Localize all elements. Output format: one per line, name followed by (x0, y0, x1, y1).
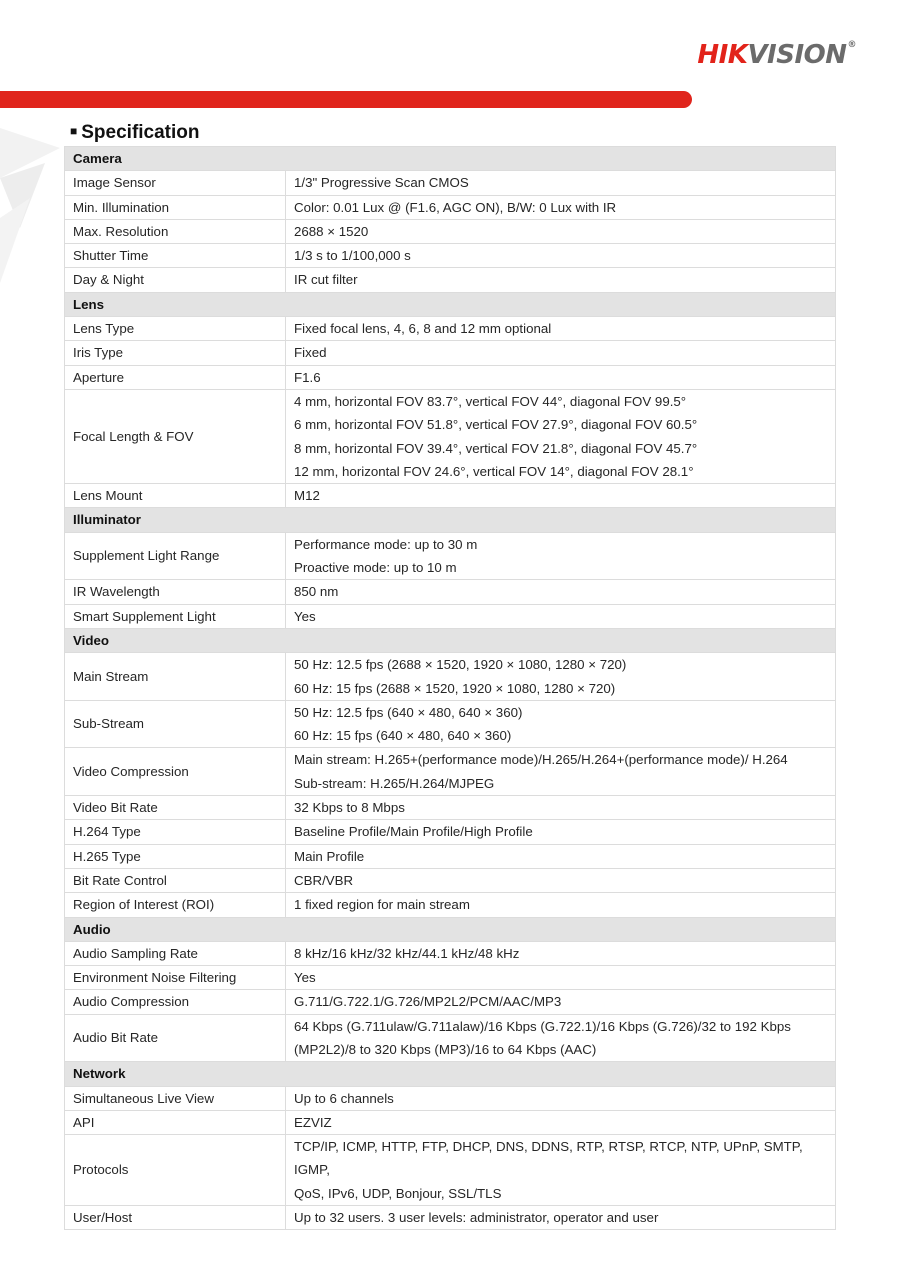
spec-label: API (65, 1110, 286, 1134)
table-row (65, 389, 836, 483)
spec-label: Lens Type (65, 317, 286, 341)
spec-label: Supplement Light Range (65, 532, 286, 580)
table-row (65, 990, 836, 1014)
spec-value (286, 341, 836, 365)
header-red-bar (0, 91, 692, 108)
spec-label: Max. Resolution (65, 219, 286, 243)
spec-label: IR Wavelength (65, 580, 286, 604)
spec-value (286, 868, 836, 892)
spec-value-line: QoS, IPv6, UDP, Bonjour, SSL/TLS (294, 1185, 502, 1201)
spec-value-line: Performance mode: up to 30 m (294, 536, 478, 552)
spec-label: Video Compression (65, 748, 286, 796)
logo-hik: HIK (697, 40, 748, 70)
table-row (65, 820, 836, 844)
spec-value-line: G.711/G.722.1/G.726/MP2L2/PCM/AAC/MP3 (294, 994, 562, 1010)
spec-value (286, 389, 836, 483)
table-row (65, 653, 836, 701)
table-row (65, 484, 836, 508)
spec-value-line: 60 Hz: 15 fps (2688 × 1520, 1920 × 1080, 1280 × 720) (294, 680, 616, 696)
spec-value-line: M12 (294, 488, 320, 504)
spec-value (286, 893, 836, 917)
spec-value-line: 50 Hz: 12.5 fps (2688 × 1520, 1920 × 1080, 1280 × 720) (294, 657, 627, 673)
table-row (65, 941, 836, 965)
spec-label: Region of Interest (ROI) (65, 893, 286, 917)
spec-value (286, 580, 836, 604)
spec-value-line: 32 Kbps to 8 Mbps (294, 800, 405, 816)
spec-value-line: 50 Hz: 12.5 fps (640 × 480, 640 × 360) (294, 704, 523, 720)
spec-value-line: 8 mm, horizontal FOV 39.4°, vertical FOV 21.8°, diagonal FOV 45.7° (294, 440, 698, 456)
table-row (65, 365, 836, 389)
spec-value-line: Main stream: H.265+(performance mode)/H.265/H.264+(performance mode)/ H.264 (294, 752, 788, 768)
section-header: Video (65, 628, 836, 652)
spec-value (286, 941, 836, 965)
page-title-text: Specification (81, 122, 200, 143)
spec-value-line: EZVIZ (294, 1114, 332, 1130)
spec-value (286, 1014, 836, 1062)
spec-value (286, 268, 836, 292)
spec-value (286, 700, 836, 748)
logo-vision: VISION (747, 40, 847, 70)
spec-value-line: 850 nm (294, 584, 339, 600)
table-row (65, 1110, 836, 1134)
page-title (70, 122, 200, 144)
spec-value-line: 6 mm, horizontal FOV 51.8°, vertical FOV 27.9°, diagonal FOV 60.5° (294, 417, 698, 433)
table-row (65, 796, 836, 820)
spec-value-line: Baseline Profile/Main Profile/High Profile (294, 824, 533, 840)
spec-label: Audio Sampling Rate (65, 941, 286, 965)
spec-value (286, 990, 836, 1014)
spec-value-line: Color: 0.01 Lux @ (F1.6, AGC ON), B/W: 0 Lux with IR (294, 199, 617, 215)
table-row (65, 244, 836, 268)
spec-value-line: Up to 6 channels (294, 1090, 394, 1106)
spec-value-line: IR cut filter (294, 272, 358, 288)
spec-value-line: Yes (294, 970, 316, 986)
table-row (65, 868, 836, 892)
spec-value-line: 1/3" Progressive Scan CMOS (294, 175, 469, 191)
spec-value (286, 532, 836, 580)
table-row (65, 604, 836, 628)
spec-value-line: (MP2L2)/8 to 320 Kbps (MP3)/16 to 64 Kbps (AAC) (294, 1041, 597, 1057)
spec-label: Video Bit Rate (65, 796, 286, 820)
table-row (65, 268, 836, 292)
spec-value (286, 219, 836, 243)
section-header-row (65, 292, 836, 316)
spec-value-line: Fixed focal lens, 4, 6, 8 and 12 mm optional (294, 321, 552, 337)
watermark-graphic (0, 108, 70, 288)
specification-table-body (65, 147, 836, 1230)
spec-value-line: 64 Kbps (G.711ulaw/G.711alaw)/16 Kbps (G.722.1)/16 Kbps (G.726)/32 to 192 Kbps (294, 1018, 791, 1034)
spec-label: Image Sensor (65, 171, 286, 195)
table-row (65, 700, 836, 748)
spec-label: Audio Bit Rate (65, 1014, 286, 1062)
spec-label: H.265 Type (65, 844, 286, 868)
spec-label: Iris Type (65, 341, 286, 365)
spec-value (286, 604, 836, 628)
table-row (65, 1206, 836, 1230)
spec-value (286, 244, 836, 268)
table-row (65, 171, 836, 195)
spec-value (286, 484, 836, 508)
section-header-row (65, 147, 836, 171)
section-header-row (65, 508, 836, 532)
table-row (65, 317, 836, 341)
spec-label: Protocols (65, 1135, 286, 1206)
spec-value (286, 653, 836, 701)
spec-label: Sub-Stream (65, 700, 286, 748)
spec-value (286, 1110, 836, 1134)
spec-value-line: Yes (294, 608, 316, 624)
table-row (65, 844, 836, 868)
spec-label: Environment Noise Filtering (65, 966, 286, 990)
table-row (65, 1135, 836, 1206)
spec-value (286, 365, 836, 389)
spec-value (286, 796, 836, 820)
spec-value-line: 1/3 s to 1/100,000 s (294, 248, 411, 264)
table-row (65, 748, 836, 796)
spec-label: Day & Night (65, 268, 286, 292)
spec-value (286, 317, 836, 341)
spec-value-line: CBR/VBR (294, 872, 354, 888)
section-header-row (65, 628, 836, 652)
spec-value (286, 748, 836, 796)
logo-registered-mark: ® (847, 40, 856, 50)
spec-label: Main Stream (65, 653, 286, 701)
spec-value-line: 2688 × 1520 (294, 223, 369, 239)
section-header-row (65, 917, 836, 941)
spec-label: H.264 Type (65, 820, 286, 844)
spec-label: Simultaneous Live View (65, 1086, 286, 1110)
spec-value-line: TCP/IP, ICMP, HTTP, FTP, DHCP, DNS, DDNS, RTP, RTSP, RTCP, NTP, UPnP, SMTP, IGMP, (294, 1139, 803, 1178)
spec-value-line: 1 fixed region for main stream (294, 897, 470, 913)
spec-value (286, 1135, 836, 1206)
spec-value-line: 8 kHz/16 kHz/32 kHz/44.1 kHz/48 kHz (294, 945, 520, 961)
table-row (65, 1086, 836, 1110)
spec-value (286, 820, 836, 844)
spec-value (286, 1086, 836, 1110)
section-header: Network (65, 1062, 836, 1086)
table-row (65, 341, 836, 365)
table-row (65, 532, 836, 580)
spec-label: Focal Length & FOV (65, 389, 286, 483)
spec-value-line: F1.6 (294, 369, 321, 385)
spec-value-line: Fixed (294, 345, 327, 361)
hikvision-logo (697, 40, 856, 70)
table-row (65, 580, 836, 604)
spec-value (286, 195, 836, 219)
spec-value (286, 171, 836, 195)
spec-value-line: Up to 32 users. 3 user levels: administrator, operator and user (294, 1210, 659, 1226)
table-row (65, 219, 836, 243)
table-row (65, 195, 836, 219)
spec-value-line: 12 mm, horizontal FOV 24.6°, vertical FOV 14°, diagonal FOV 28.1° (294, 463, 694, 479)
spec-label: Bit Rate Control (65, 868, 286, 892)
section-header: Lens (65, 292, 836, 316)
section-header: Audio (65, 917, 836, 941)
spec-label: User/Host (65, 1206, 286, 1230)
spec-label: Aperture (65, 365, 286, 389)
spec-value-line: Sub-stream: H.265/H.264/MJPEG (294, 775, 495, 791)
spec-value-line: Main Profile (294, 848, 365, 864)
spec-value (286, 1206, 836, 1230)
spec-label: Smart Supplement Light (65, 604, 286, 628)
title-bullet-icon: ■ (70, 124, 78, 138)
spec-label: Min. Illumination (65, 195, 286, 219)
spec-value (286, 966, 836, 990)
spec-label: Lens Mount (65, 484, 286, 508)
section-header: Illuminator (65, 508, 836, 532)
spec-value (286, 844, 836, 868)
spec-value-line: 4 mm, horizontal FOV 83.7°, vertical FOV 44°, diagonal FOV 99.5° (294, 393, 687, 409)
specification-table (64, 146, 836, 1230)
spec-value-line: Proactive mode: up to 10 m (294, 560, 457, 576)
section-header-row (65, 1062, 836, 1086)
spec-label: Shutter Time (65, 244, 286, 268)
spec-value-line: 60 Hz: 15 fps (640 × 480, 640 × 360) (294, 728, 512, 744)
section-header: Camera (65, 147, 836, 171)
table-row (65, 966, 836, 990)
table-row (65, 1014, 836, 1062)
spec-label: Audio Compression (65, 990, 286, 1014)
table-row (65, 893, 836, 917)
